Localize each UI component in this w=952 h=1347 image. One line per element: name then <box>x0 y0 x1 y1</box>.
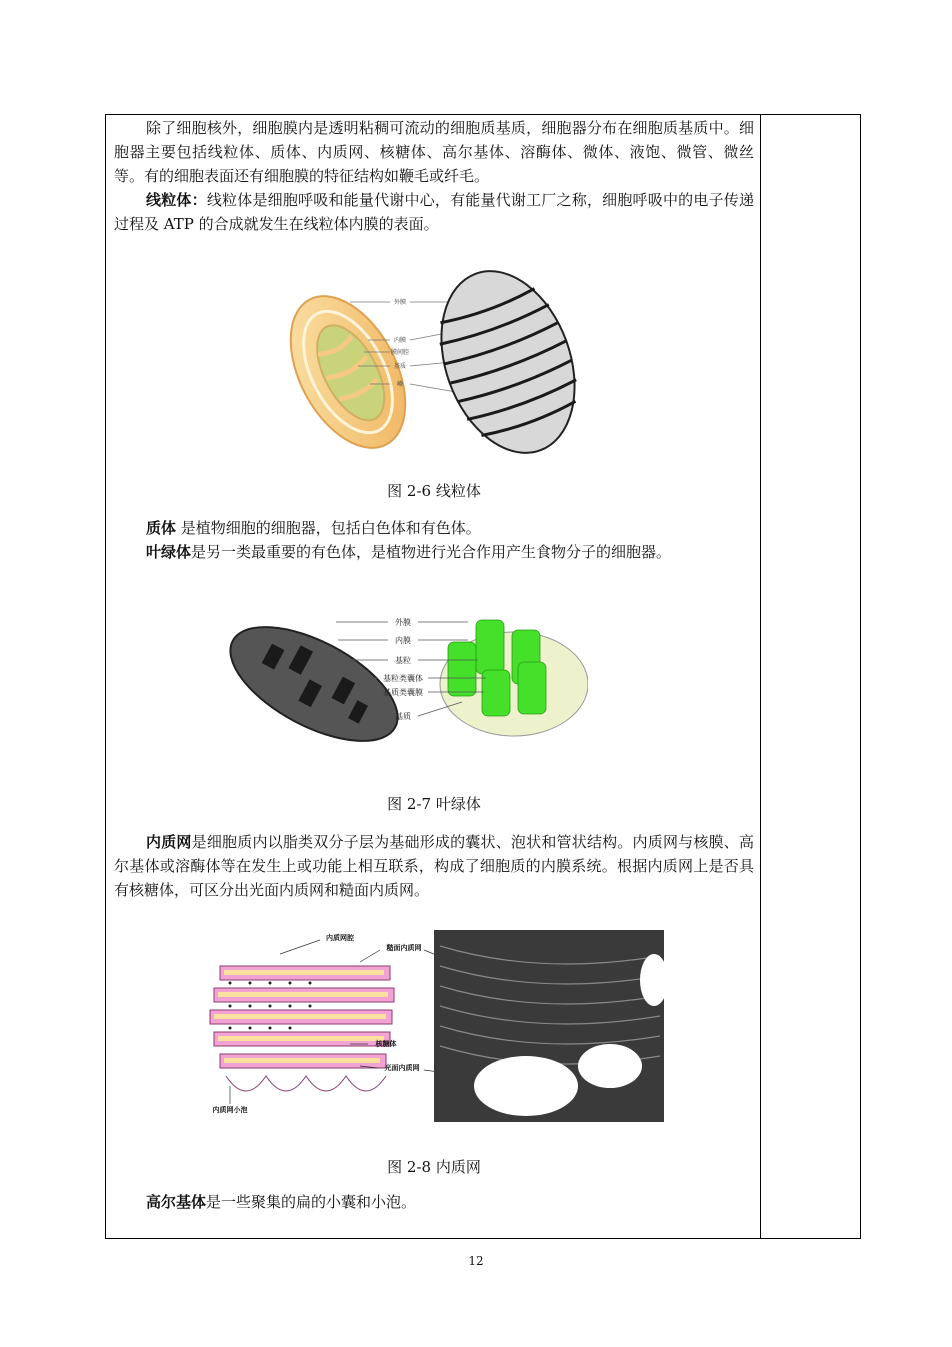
chloroplast-figure <box>228 592 588 778</box>
chloro-paragraph <box>114 540 754 564</box>
chloro-label-stroma: 基质 <box>395 712 411 721</box>
mito-paragraph <box>114 188 754 236</box>
chloro-term: 叶绿体 <box>146 543 192 561</box>
mito-text: 线粒体是细胞呼吸和能量代谢中心，有能量代谢工厂之称，细胞呼吸中的电子传递过程及 ATP 的合成就发生在线粒体内膜的表面。 <box>114 191 754 233</box>
er-label-rough: 糙面内质网 <box>386 944 422 952</box>
chloro-label-granum-thylakoid: 基粒类囊体 <box>383 674 423 683</box>
er-label-ribosome: 核糖体 <box>375 1040 397 1048</box>
chloro-label-stroma-thylakoid: 基质类囊膜 <box>383 688 423 697</box>
mito-label-space: 膜间腔 <box>390 349 410 356</box>
chloro-label-outer: 外膜 <box>395 618 411 627</box>
er-paragraph <box>114 830 754 902</box>
page-number: 12 <box>468 1254 484 1268</box>
main-text <box>114 116 754 236</box>
er-label-smooth: 光面内质网 <box>384 1064 420 1072</box>
chloro-text: 是另一类最重要的有色体，是植物进行光合作用产生食物分子的细胞器。 <box>191 543 672 561</box>
golgi-text: 是一些聚集的扁的小囊和小泡。 <box>206 1193 417 1211</box>
mito-label-crista: 嵴 <box>396 381 404 388</box>
mitochondrion-figure <box>280 262 590 460</box>
er-text <box>114 830 754 902</box>
er-caption: 图 2-8 内质网 <box>387 1158 481 1176</box>
chloro-label-inner: 内膜 <box>395 636 411 645</box>
mito-label-matrix: 基质 <box>393 363 407 370</box>
golgi-text <box>114 1190 754 1214</box>
golgi-term: 高尔基体 <box>146 1193 207 1211</box>
chloro-caption: 图 2-7 叶绿体 <box>387 795 481 813</box>
mito-caption: 图 2-6 线粒体 <box>387 482 481 500</box>
er-label-vesicle: 内质网小泡 <box>212 1106 248 1114</box>
plastid-term: 质体 <box>146 519 177 537</box>
table-column-divider <box>760 114 761 1239</box>
mito-label-outer: 外膜 <box>393 299 407 306</box>
plastid-paragraph <box>114 516 754 540</box>
er-term: 内质网 <box>146 833 192 851</box>
mito-label-inner: 内膜 <box>393 337 407 344</box>
intro-paragraph: 除了细胞核外，细胞膜内是透明粘稠可流动的细胞质基质，细胞器分布在细胞质基质中。细胞器主要包括线粒体、质体、内质网、核糖体、高尔基体、溶酶体、微体、液饱、微管、微丝等。有的细胞表面还有细胞膜的特征结构如鞭毛或纤毛。 <box>114 119 754 185</box>
er-label-lumen: 内质网腔 <box>326 934 354 942</box>
chloro-label-granum: 基粒 <box>395 656 411 665</box>
er-figure <box>190 926 666 1126</box>
mito-term: 线粒体： <box>146 191 207 209</box>
er-text: 是细胞质内以脂类双分子层为基础形成的囊状、泡状和管状结构。内质网与核膜、高尔基体或溶酶体等在发生上或功能上相互联系，构成了细胞质的内膜系统。根据内质网上是否具有核糖体，可区分出光面内质网和糙面内质网。 <box>114 833 754 899</box>
plastid-text: 是植物细胞的细胞器，包括白色体和有色体。 <box>176 519 481 537</box>
golgi-paragraph <box>114 1190 754 1214</box>
plastid-text <box>114 516 754 564</box>
